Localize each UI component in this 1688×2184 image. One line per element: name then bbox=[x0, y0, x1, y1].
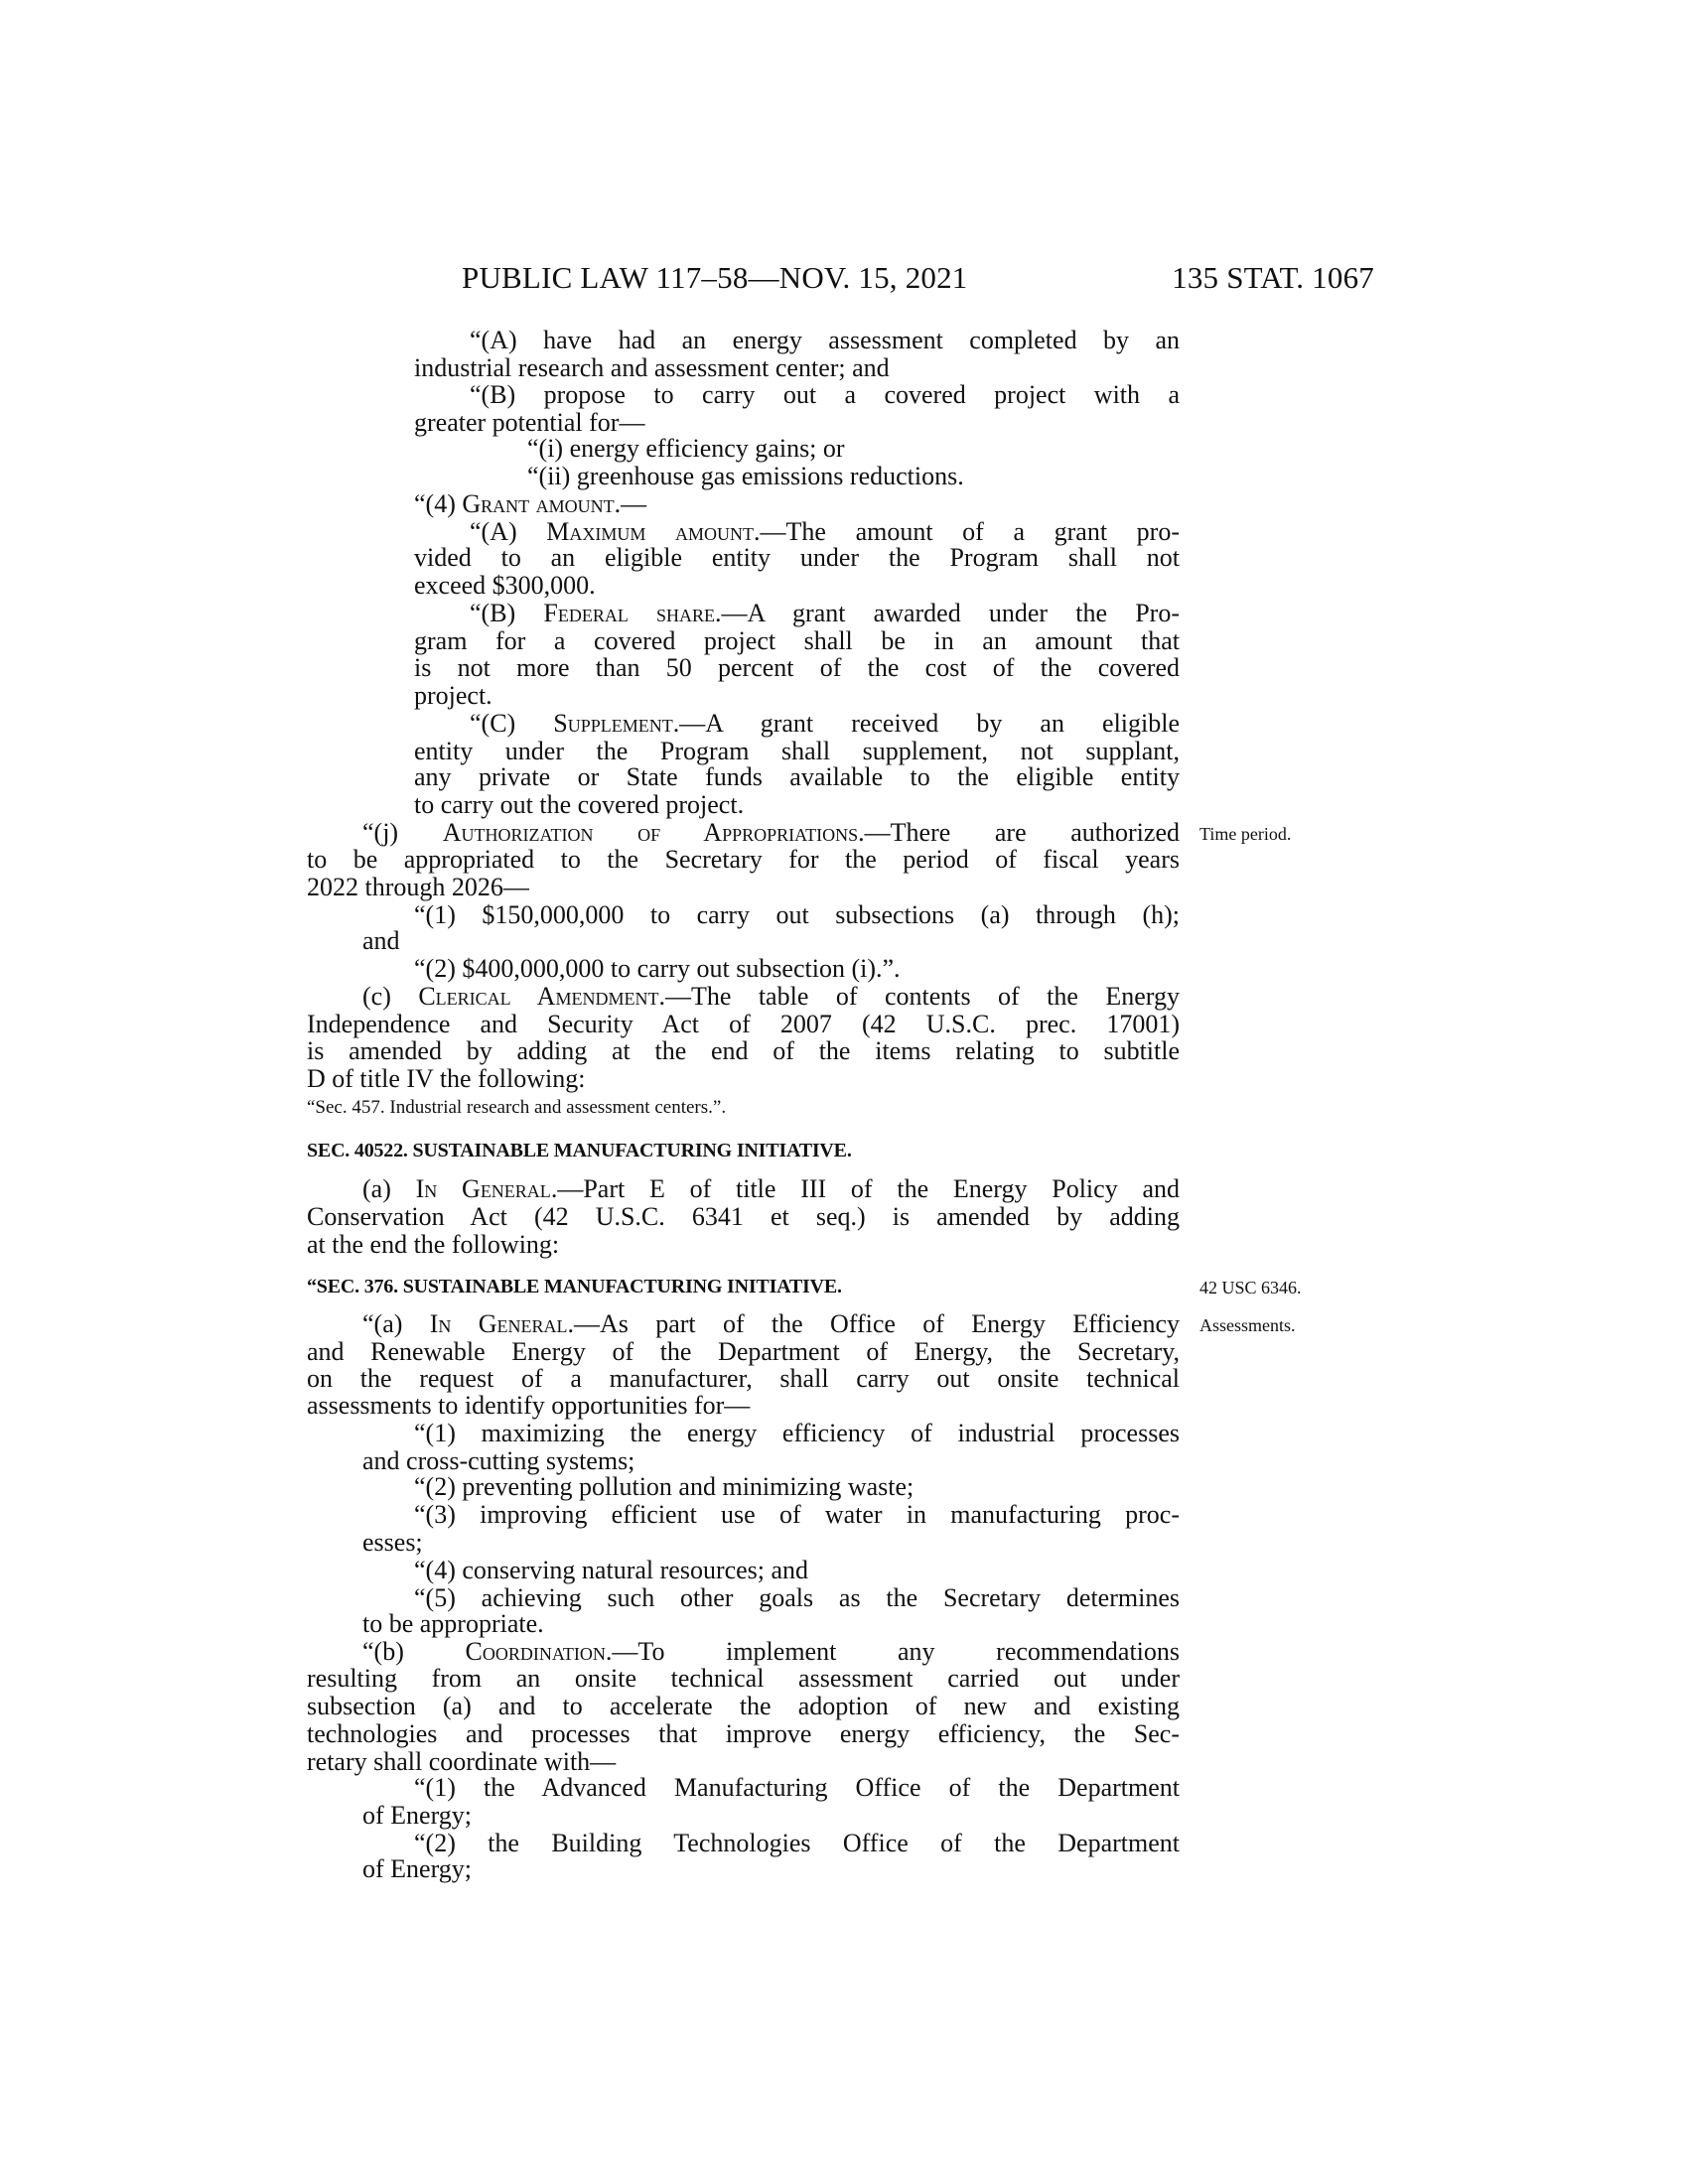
text-line: “(4) conserving natural resources; and bbox=[414, 1556, 809, 1584]
text-run: .—To implement any recommendations bbox=[605, 1638, 1180, 1666]
text-run: “(j) bbox=[362, 819, 443, 847]
text-line: technologies and processes that improve energy efficiency, the Sec- bbox=[307, 1720, 1180, 1748]
text-line bbox=[470, 518, 1180, 546]
text-line: gram for a covered project shall be in an amount that bbox=[414, 627, 1180, 655]
text-run: .—There are authorized bbox=[858, 819, 1180, 847]
text-line: project. bbox=[414, 681, 492, 710]
section-heading: “SEC. 376. SUSTAINABLE MANUFACTURING INITIATIVE. bbox=[307, 1276, 842, 1297]
text-line: entity under the Program shall supplement, not supplant, bbox=[414, 738, 1180, 765]
text-run: .—Part E of title III of the Energy Policy and bbox=[550, 1175, 1180, 1203]
text-run: “(a) bbox=[362, 1310, 430, 1338]
text-line: exceed $300,000. bbox=[414, 571, 596, 600]
text-line: “(3) improving efficient use of water in manufacturing proc- bbox=[414, 1501, 1180, 1529]
text-line: Conservation Act (42 U.S.C. 6341 et seq.) is amended by adding bbox=[307, 1203, 1180, 1231]
text-line: resulting from an onsite technical assessment carried out under bbox=[307, 1665, 1180, 1693]
text-run: (c) bbox=[362, 983, 419, 1011]
text-line: any private or State funds available to the eligible entity bbox=[414, 763, 1180, 791]
text-line: retary shall coordinate with— bbox=[307, 1747, 617, 1776]
text-run: (a) bbox=[362, 1175, 416, 1203]
text-run: .—A grant received by an eligible bbox=[672, 710, 1180, 738]
text-line: on the request of a manufacturer, shall carry out onsite technical bbox=[307, 1365, 1180, 1393]
text-run: “(C) bbox=[470, 710, 554, 738]
text-line bbox=[470, 710, 1180, 738]
paragraph-heading: Maximum amount bbox=[546, 518, 755, 546]
text-line: esses; bbox=[362, 1528, 423, 1557]
text-line: industrial research and assessment center; and bbox=[414, 353, 890, 382]
text-line: “(1) maximizing the energy efficiency of industrial processes bbox=[414, 1420, 1180, 1447]
text-line: and cross-cutting systems; bbox=[362, 1446, 635, 1475]
text-run: .—The table of contents of the Energy bbox=[658, 983, 1180, 1011]
text-line: vided to an eligible entity under the Program shall not bbox=[414, 544, 1180, 572]
text-line: to be appropriated to the Secretary for the period of fiscal years bbox=[307, 846, 1180, 874]
section-heading: SEC. 40522. SUSTAINABLE MANUFACTURING INITIATIVE. bbox=[307, 1140, 852, 1161]
text-line: “(2) the Building Technologies Office of the Department bbox=[414, 1830, 1180, 1857]
text-line: is amended by adding at the end of the items relating to subtitle bbox=[307, 1037, 1180, 1065]
paragraph-heading: Supplement bbox=[553, 710, 673, 738]
paragraph-heading: Clerical Amendment bbox=[418, 983, 659, 1011]
paragraph-heading: Authorization of Appropriations bbox=[442, 819, 859, 847]
text-line bbox=[362, 819, 1180, 847]
text-line: to be appropriate. bbox=[362, 1609, 544, 1638]
text-line: 2022 through 2026— bbox=[307, 873, 529, 901]
text-line: and bbox=[362, 926, 400, 955]
text-line: is not more than 50 percent of the cost of the covered bbox=[414, 654, 1180, 682]
running-header-page-ref: 135 STAT. 1067 bbox=[1172, 260, 1374, 295]
text-line: greater potential for— bbox=[414, 408, 645, 437]
table-of-contents-entry: “Sec. 457. Industrial research and assessment centers.”. bbox=[307, 1097, 727, 1118]
paragraph-heading: In General bbox=[429, 1310, 568, 1338]
paragraph-heading: In General bbox=[415, 1175, 551, 1203]
margin-note: Time period. bbox=[1199, 824, 1292, 844]
text-line: assessments to identify opportunities for— bbox=[307, 1391, 751, 1420]
text-line: “(2) $400,000,000 to carry out subsection (i).”. bbox=[414, 954, 901, 983]
text-line: of Energy; bbox=[362, 1801, 472, 1830]
text-run: .—The amount of a grant pro- bbox=[754, 518, 1180, 546]
text-line: of Energy; bbox=[362, 1854, 472, 1883]
text-run: “(A) bbox=[470, 518, 547, 546]
text-run: .—A grant awarded under the Pro- bbox=[715, 600, 1180, 627]
text-line: “(A) have had an energy assessment completed by an bbox=[470, 327, 1180, 354]
text-line: and Renewable Energy of the Department of Energy, the Secretary, bbox=[307, 1338, 1180, 1366]
paragraph-heading: Grant amount bbox=[462, 489, 615, 518]
text-line: “(ii) greenhouse gas emissions reductions. bbox=[527, 462, 964, 490]
text-line: “(1) $150,000,000 to carry out subsections (a) through (h); bbox=[414, 901, 1180, 929]
text-line: to carry out the covered project. bbox=[414, 790, 745, 819]
text-run: “(b) bbox=[362, 1638, 466, 1666]
text-line: “(1) the Advanced Manufacturing Office of the Department bbox=[414, 1774, 1180, 1802]
paragraph-heading: Federal share bbox=[543, 600, 716, 627]
text-line bbox=[470, 600, 1180, 627]
text-line: “(B) propose to carry out a covered project with a bbox=[470, 381, 1180, 409]
text-line: “(5) achieving such other goals as the Secretary determines bbox=[414, 1584, 1180, 1612]
running-header-title: PUBLIC LAW 117–58—NOV. 15, 2021 bbox=[462, 260, 968, 295]
text-line: D of title IV the following: bbox=[307, 1064, 586, 1093]
text-line bbox=[362, 1638, 1180, 1666]
margin-note: 42 USC 6346. bbox=[1199, 1278, 1302, 1297]
text-line: Independence and Security Act of 2007 (42 U.S.C. prec. 17001) bbox=[307, 1011, 1180, 1038]
text-line bbox=[362, 983, 1180, 1011]
text-line bbox=[362, 1310, 1180, 1338]
text-line bbox=[414, 490, 646, 518]
text-run: “(B) bbox=[470, 600, 544, 627]
text-line: “(2) preventing pollution and minimizing waste; bbox=[414, 1472, 914, 1501]
text-run: .— bbox=[614, 489, 647, 518]
text-line: “(i) energy efficiency gains; or bbox=[527, 434, 845, 463]
text-run: .—As part of the Office of Energy Efficiency bbox=[567, 1310, 1180, 1338]
text-line: at the end the following: bbox=[307, 1230, 560, 1259]
text-line: subsection (a) and to accelerate the adoption of new and existing bbox=[307, 1693, 1180, 1720]
text-run: “(4) bbox=[414, 489, 463, 518]
paragraph-heading: Coordination bbox=[465, 1638, 606, 1666]
margin-note: Assessments. bbox=[1199, 1315, 1296, 1335]
text-line bbox=[362, 1175, 1180, 1203]
